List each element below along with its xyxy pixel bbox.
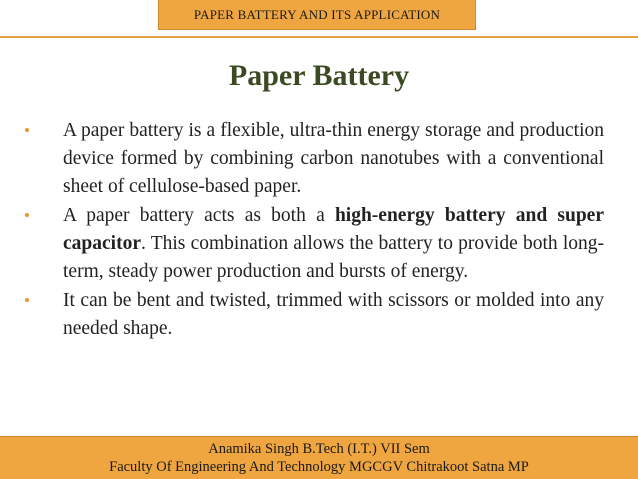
footer-author: Anamika Singh B.Tech (I.T.) VII Sem (208, 441, 430, 457)
header-banner (158, 0, 476, 30)
bullet-icon: • (24, 121, 30, 140)
bullet-item (24, 202, 604, 286)
bullet-item (24, 117, 604, 201)
bullet-list (24, 117, 604, 344)
header-rule (0, 36, 638, 38)
bullet-icon: • (24, 291, 30, 310)
bullet-text: A paper battery acts as both a high-energy battery and super capacitor. This combination allows the battery to provide both long-term, steady power production and bursts of energy. (63, 205, 604, 282)
footer-affiliation: Faculty Of Engineering And Technology MGCGV Chitrakoot Satna MP (109, 459, 529, 475)
slide-title: Paper Battery (228, 59, 410, 92)
footer-banner (0, 436, 638, 479)
header-title: PAPER BATTERY AND ITS APPLICATION (193, 6, 441, 22)
bullet-icon: • (24, 206, 30, 225)
bullet-item (24, 287, 604, 343)
bullet-emphasis: high-energy battery and super capacitor (63, 205, 604, 254)
bullet-text: A paper battery is a flexible, ultra-thin energy storage and production device formed by combining carbon nanotubes with a conventional sheet of cellulose-based paper. (63, 120, 604, 197)
bullet-text: It can be bent and twisted, trimmed with scissors or molded into any needed shape. (63, 290, 604, 339)
